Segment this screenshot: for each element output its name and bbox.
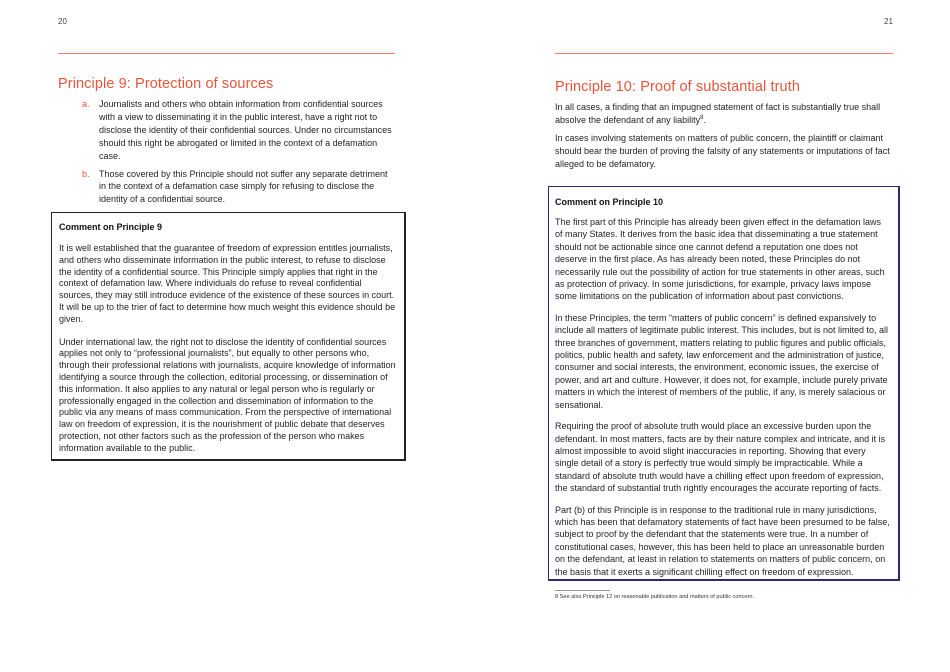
comment-title: Comment on Principle 9 <box>59 222 163 232</box>
comment-paragraph: Requiring the proof of absolute truth would place an excessive burden upon the defendant. In most matters, facts are by their nature complex and intricate, and it is almost impossible to avoid slight inaccuracies in reporting. Showing that every single detail of a story is perfectly true would simply be impracticable. While a standard of absolute truth would have a chilling effect upon freedom of expression, the standard of substantial truth rightly encourages the accurate reporting of facts. <box>555 421 886 494</box>
comment-box-principle-10 <box>548 186 900 581</box>
principle-9-heading: Principle 9: Protection of sources <box>58 76 274 92</box>
page-number-right: 21 <box>884 17 893 26</box>
footnote-rule <box>555 590 610 591</box>
principle-10-paragraph-b: In cases involving statements on matters of public concern, the plaintiff or claimant should bear the burden of proving the falsity of any statements or imputations of fact alleged to be defamatory. <box>555 133 890 169</box>
list-marker: a. <box>82 99 90 109</box>
list-marker: b. <box>82 168 90 179</box>
comment-title: Comment on Principle 10 <box>555 197 664 207</box>
comment-paragraph: It is well established that the guarantee of freedom of expression entitles journalists, and others who disseminate information in the public interest, to refuse to disclose the identity of a confidential source. This Principle simply applies that right in the context of defamation law. Where individuals do refuse to reveal confidential sources, they may still introduce evidence of the existence of these sources in court. It will be up to the trier of fact to determine how much weight this evidence should be given. <box>59 243 396 324</box>
comment-paragraph: In these Principles, the term “matters of public concern” is defined expansively to include all matters of legitimate public interest. This includes, but is not limited to, all three branches of government, matters relating to public figures and public officials, politics, public health and safety, law enforcement and the administration of justice, consumer and social interests, the environment, economic issues, the exercise of power, and art and culture. However, it does not, for example, include purely private matters in which the interest of members of the public, if any, is merely salacious or sensational. <box>555 312 888 410</box>
list-item-text: Those covered by this Principle should not suffer any separate detriment in the context of a defamation case simply for refusing to disclose the identity of a confidential source. <box>99 168 388 205</box>
principle-10-heading: Principle 10: Proof of substantial truth <box>555 79 800 95</box>
principle-10-paragraph-a <box>555 101 895 127</box>
header-rule-right <box>555 53 893 54</box>
list-item <box>82 98 394 163</box>
comment-paragraph: The first part of this Principle has already been given effect in the defamation laws of many States. It derives from the basic idea that disseminating a true statement should not be actionable since one cannot defend a reputation one does not deserve in the first place. As has already been noted, these Principles do not necessarily rule out the possibility of action for true statements in other areas, such as protection of privacy. In some jurisdictions, for example, privacy laws impose some limitations on the publication of information about past convictions. <box>555 217 885 302</box>
principle-9-list <box>82 98 394 211</box>
paragraph-end: . <box>703 114 706 125</box>
right-page <box>475 0 950 672</box>
comment-paragraph: Under international law, the right not to disclose the identity of confidential sources applies not only to “professional journalists”, but equally to other persons who, through their professional relations with journalists, acquire knowledge of information identifying a source through the collection, editorial processing, or dissemination of this information. It also applies to any natural or legal person who is regularly or professionally engaged in the collection and dissemination of information to the public via any means of mass communication. From the perspective of international law on freedom of expression, it is the nourishment of public debate that deserves protection, not other factors such as the profession of the person who makes information available to the public. <box>59 336 396 453</box>
page-number-left: 20 <box>58 17 67 26</box>
comment-box-principle-9 <box>51 212 406 461</box>
list-item <box>82 168 394 207</box>
footnote: 8 See also Principle 12 on reasonable publication and matters of public concern. <box>555 594 755 600</box>
paragraph-text: In all cases, a finding that an impugned statement of fact is substantially true shall absolve the defendant of any liability <box>555 102 881 125</box>
header-rule-left <box>58 53 395 54</box>
comment-paragraph: Part (b) of this Principle is in response to the traditional rule in many jurisdictions, which has been that defamatory statements of fact have been presumed to be false, subject to proof by the defendant that the statements were true. In a number of constitutional cases, however, this has been held to place an unreasonable burden on the defendant, at least in relation to statements on matters of public concern, on the basis that it exerts a significant chilling effect on freedom of expression. <box>555 504 890 577</box>
list-item-text: Journalists and others who obtain information from confidential sources with a view to disseminating it in the public interest, have a right not to disclose the identity of their confidential sources. Under no circumstances should this right be abrogated or limited in the context of a defamation case. <box>99 99 392 161</box>
footnote-reference: 8 <box>700 114 704 121</box>
